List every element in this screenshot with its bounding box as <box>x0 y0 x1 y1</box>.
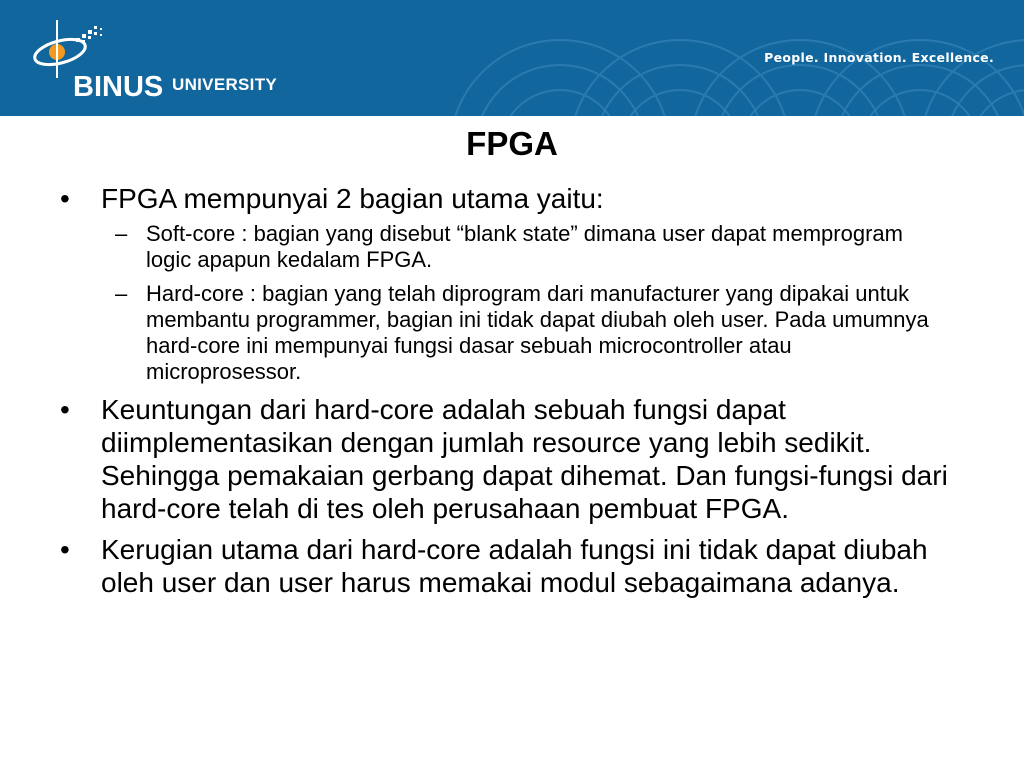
sub-bullet-item <box>101 221 936 273</box>
dash-icon: – <box>115 281 128 306</box>
bullet-icon: • <box>60 394 70 425</box>
sub-bullet-text: Soft-core : bagian yang disebut “blank state” dimana user dapat memprogram logic apapun kedalam FPGA. <box>146 221 903 272</box>
logo-binus-text: BINUS <box>73 71 164 103</box>
bullet-item <box>56 182 966 385</box>
bullet-text: Keuntungan dari hard-core adalah sebuah fungsi dapat diimplementasikan dengan jumlah resource yang lebih sedikit. Sehingga pemakaian gerbang dapat dihemat. Dan fungsi-fungsi dari hard-core telah di tes oleh perusahaan pembuat FPGA. <box>101 394 948 524</box>
bullet-item <box>56 393 966 525</box>
logo-university-text: UNIVERSITY <box>172 75 278 94</box>
slide-title: FPGA <box>466 125 558 162</box>
dash-icon: – <box>115 221 128 246</box>
header-banner <box>0 0 1024 116</box>
bullet-text: Kerugian utama dari hard-core adalah fungsi ini tidak dapat diubah oleh user dan user harus memakai modul sebagaimana adanya. <box>101 534 928 598</box>
bullet-icon: • <box>60 534 70 565</box>
bullet-icon: • <box>60 183 70 214</box>
tagline: People. Innovation. Excellence. <box>764 50 994 65</box>
slide-content <box>56 182 966 607</box>
bullet-text: FPGA mempunyai 2 bagian utama yaitu: <box>101 183 604 214</box>
binus-logo <box>30 20 330 103</box>
sub-bullet-item <box>101 281 936 385</box>
sub-bullet-list <box>56 221 966 385</box>
sub-bullet-text: Hard-core : bagian yang telah diprogram dari manufacturer yang dipakai untuk membantu programmer, bagian ini tidak dapat diubah oleh user. Pada umumnya hard-core ini mempunyai fungsi dasar sebuah microcontroller atau microprosessor. <box>146 281 929 384</box>
bullet-item <box>56 533 966 599</box>
